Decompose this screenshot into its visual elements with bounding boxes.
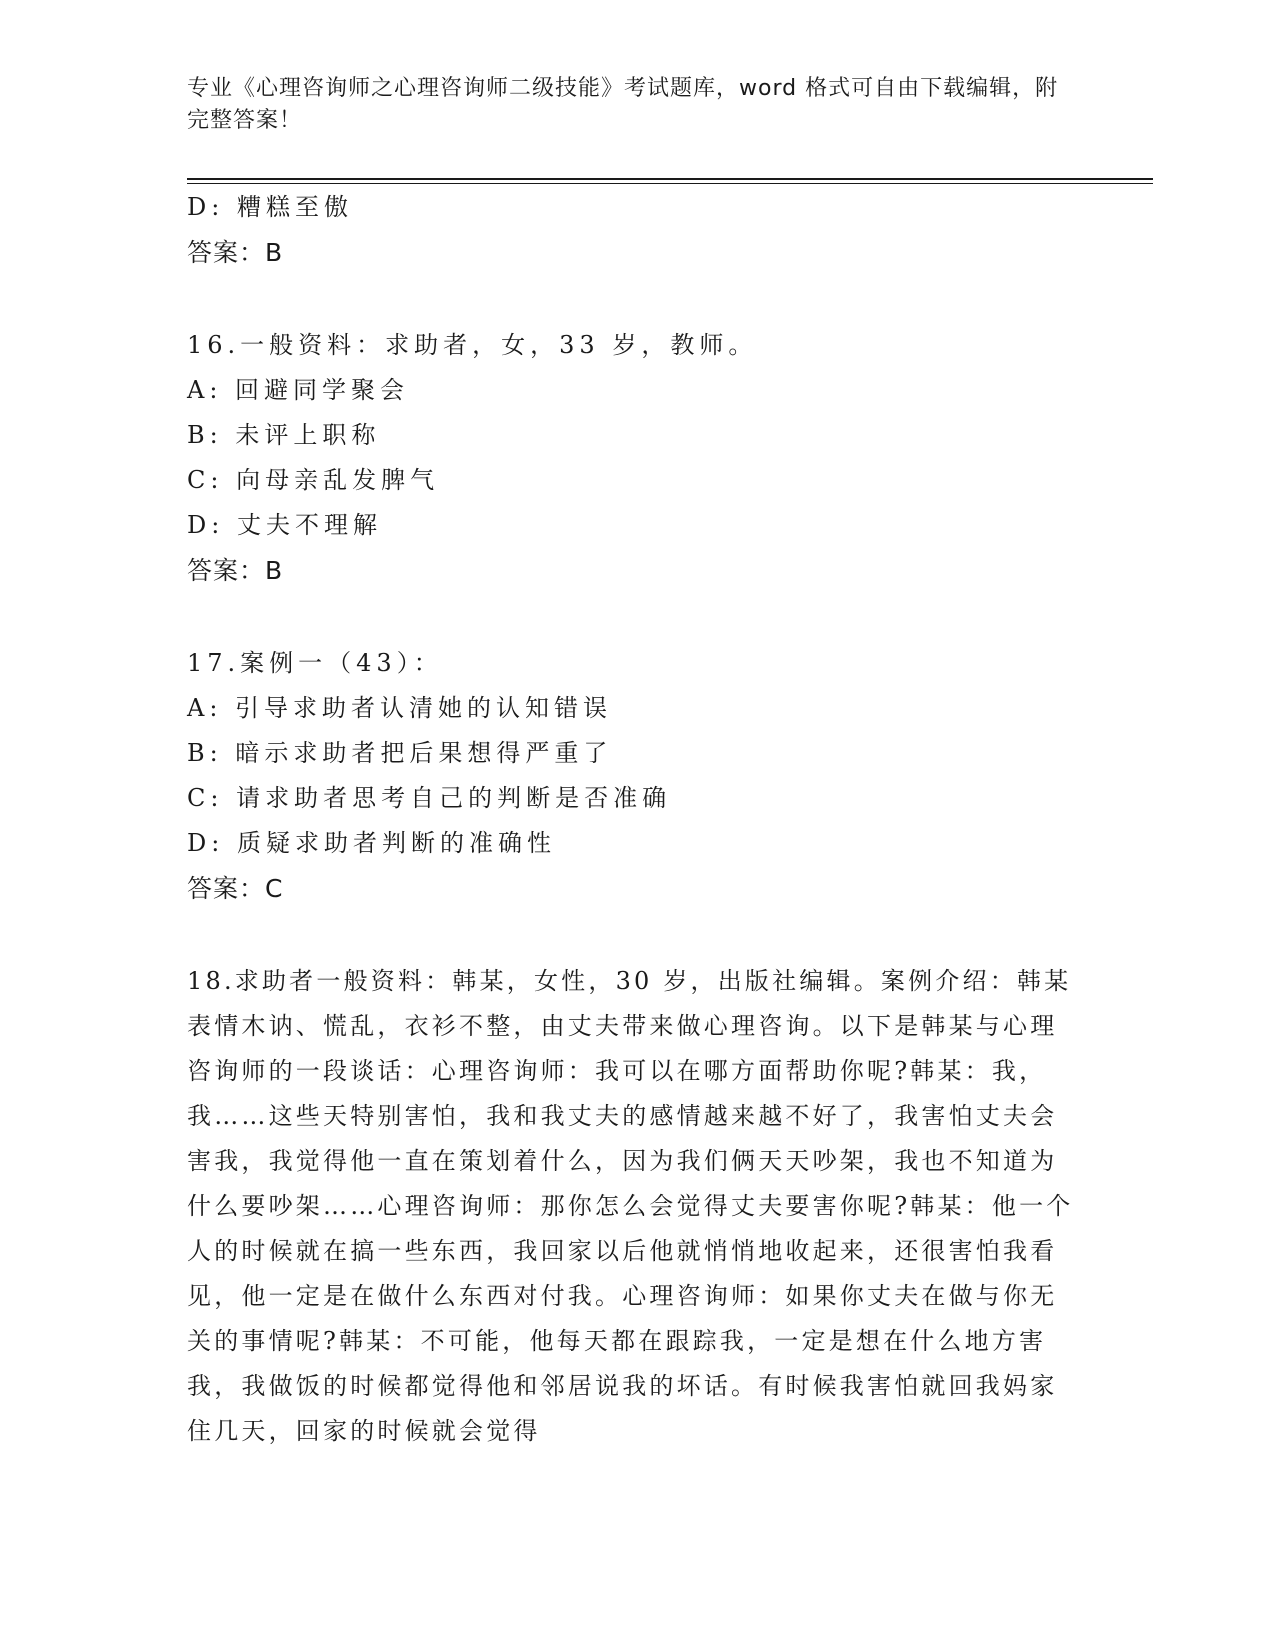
document-body [187, 185, 1077, 1454]
answer-label: 答案：B [187, 556, 284, 585]
option-c: C: 请求助者思考自己的判断是否准确 [187, 784, 672, 812]
question-17 [187, 641, 1077, 911]
option-b: B: 未评上职称 [187, 421, 381, 449]
question-15-tail [187, 185, 1077, 275]
answer-label: 答案：B [187, 238, 284, 267]
option-c: C: 向母亲乱发脾气 [187, 466, 440, 494]
question-stem: 16.一般资料：求助者，女，33 岁，教师。 [187, 331, 758, 359]
spacer [187, 275, 1077, 323]
spacer [187, 593, 1077, 641]
option-d: D: 丈夫不理解 [187, 511, 382, 539]
spacer [187, 911, 1077, 959]
question-16 [187, 323, 1077, 593]
header-divider-thin [187, 183, 1153, 184]
option-a: A: 回避同学聚会 [187, 376, 410, 404]
header-divider [187, 178, 1153, 180]
document-header: 专业《心理咨询师之心理咨询师二级技能》考试题库，word 格式可自由下载编辑，附完整答案！ [187, 76, 1059, 133]
option-b: B: 暗示求助者把后果想得严重了 [187, 739, 613, 767]
answer-label: 答案：C [187, 874, 284, 903]
option-a: A: 引导求助者认清她的认知错误 [187, 694, 613, 722]
option-d: D: 糟糕至傲 [187, 193, 353, 221]
option-d: D: 质疑求助者判断的准确性 [187, 829, 556, 857]
question-stem: 17.案例一（43）： [187, 649, 443, 677]
question-18 [187, 959, 1077, 1454]
question-stem: 18.求助者一般资料：韩某，女性，30 岁，出版社编辑。案例介绍：韩某表情木讷、慌乱，衣衫不整，由丈夫带来做心理咨询。以下是韩某与心理咨询师的一段谈话：心理咨询师：我可以在哪方面帮助你呢?韩某：我，我……这些天特别害怕，我和我丈夫的感情越来越不好了，我害怕丈夫会害我，我觉得他一直在策划着什么，因为我们俩天天吵架，我也不知道为什么要吵架……心理咨询师：那你怎么会觉得丈夫要害你呢?韩某：他一个人的时候就在搞一些东西，我回家以后他就悄悄地收起来，还很害怕我看见，他一定是在做什么东西对付我。心理咨询师：如果你丈夫在做与你无关的事情呢?韩某：不可能，他每天都在跟踪我，一定是想在什么地方害我，我做饭的时候都觉得他和邻居说我的坏话。有时候我害怕就回我妈家住几天，回家的时候就会觉得 [187, 967, 1074, 1445]
